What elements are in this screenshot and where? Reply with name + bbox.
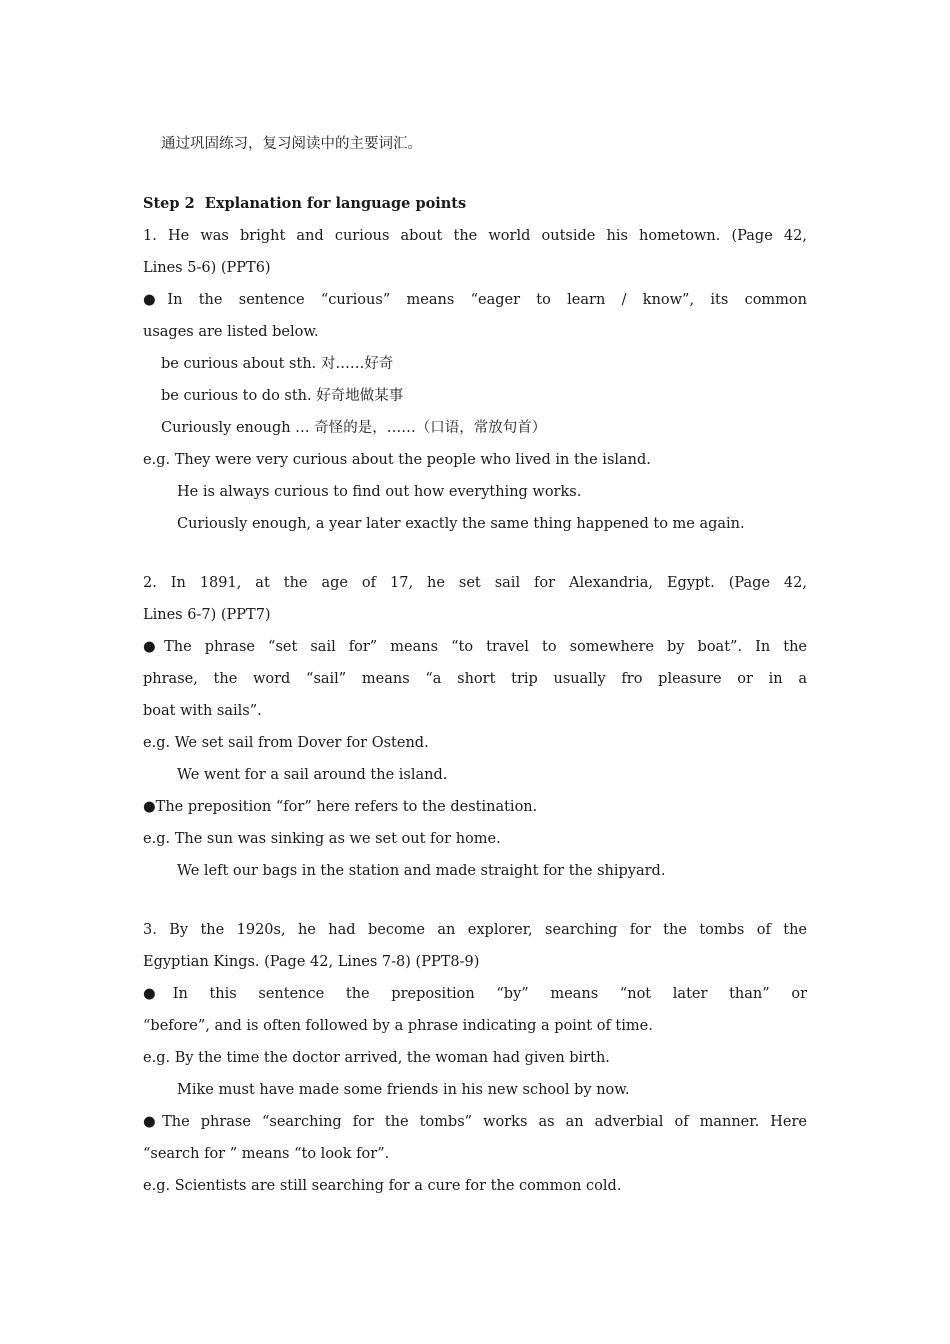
point-3-bullet-1-cont: “before”, and is often followed by a phrase indicating a point of time. (143, 1018, 653, 1034)
point-2-bullet-1: ●The phrase “set sail for” means “to travel to somewhere by boat”. In the (143, 639, 807, 655)
point-2-bullet-1-cont: phrase, the word “sail” means “a short trip usually fro pleasure or in a (143, 671, 807, 687)
example-5: We went for a sail around the island. (177, 767, 448, 783)
point-3-line-2: Egyptian Kings. (Page 42, Lines 7-8) (PPT8-9) (143, 954, 480, 970)
example-7: We left our bags in the station and made straight for the shipyard. (177, 863, 666, 879)
point-2-line-1: 2. In 1891, at the age of 17, he set sail for Alexandria, Egypt. (Page 42, (143, 575, 807, 591)
example-2: He is always curious to find out how everything works. (177, 484, 582, 500)
point-3-line-1: 3. By the 1920s, he had become an explorer, searching for the tombs of the (143, 922, 807, 938)
point-2-bullet-1-end: boat with sails”. (143, 703, 262, 719)
example-3: Curiously enough, a year later exactly the same thing happened to me again. (177, 516, 745, 532)
point-1-line-2: Lines 5-6) (PPT6) (143, 260, 271, 276)
usage-3: Curiously enough … 奇怪的是，……（口语，常放句首） (161, 420, 547, 436)
point-1-bullet-1: ●In the sentence “curious” means “eager to learn / know”, its common (143, 292, 807, 308)
usage-2: be curious to do sth. 好奇地做某事 (161, 388, 404, 404)
point-2-line-2: Lines 6-7) (PPT7) (143, 607, 271, 623)
point-3-bullet-2-cont: “search for ” means “to look for”. (143, 1146, 390, 1162)
point-2-bullet-2: ●The preposition “for” here refers to the destination. (143, 799, 538, 815)
example-4: e.g. We set sail from Dover for Ostend. (143, 735, 429, 751)
intro-text: 通过巩固练习，复习阅读中的主要词汇。 (161, 136, 422, 152)
example-9: Mike must have made some friends in his new school by now. (177, 1082, 630, 1098)
point-1-bullet-1-cont: usages are listed below. (143, 324, 319, 340)
point-3-bullet-1: ●In this sentence the preposition “by” means “not later than” or (143, 986, 807, 1002)
example-1: e.g. They were very curious about the people who lived in the island. (143, 452, 651, 468)
example-6: e.g. The sun was sinking as we set out for home. (143, 831, 501, 847)
example-10: e.g. Scientists are still searching for a cure for the common cold. (143, 1178, 622, 1194)
point-1-line-1: 1. He was bright and curious about the world outside his hometown. (Page 42, (143, 228, 807, 244)
point-3-bullet-2: ●The phrase “searching for the tombs” works as an adverbial of manner. Here (143, 1114, 807, 1130)
usage-1: be curious about sth. 对……好奇 (161, 356, 394, 372)
section-heading: Step 2 Explanation for language points (143, 195, 467, 212)
example-8: e.g. By the time the doctor arrived, the woman had given birth. (143, 1050, 610, 1066)
